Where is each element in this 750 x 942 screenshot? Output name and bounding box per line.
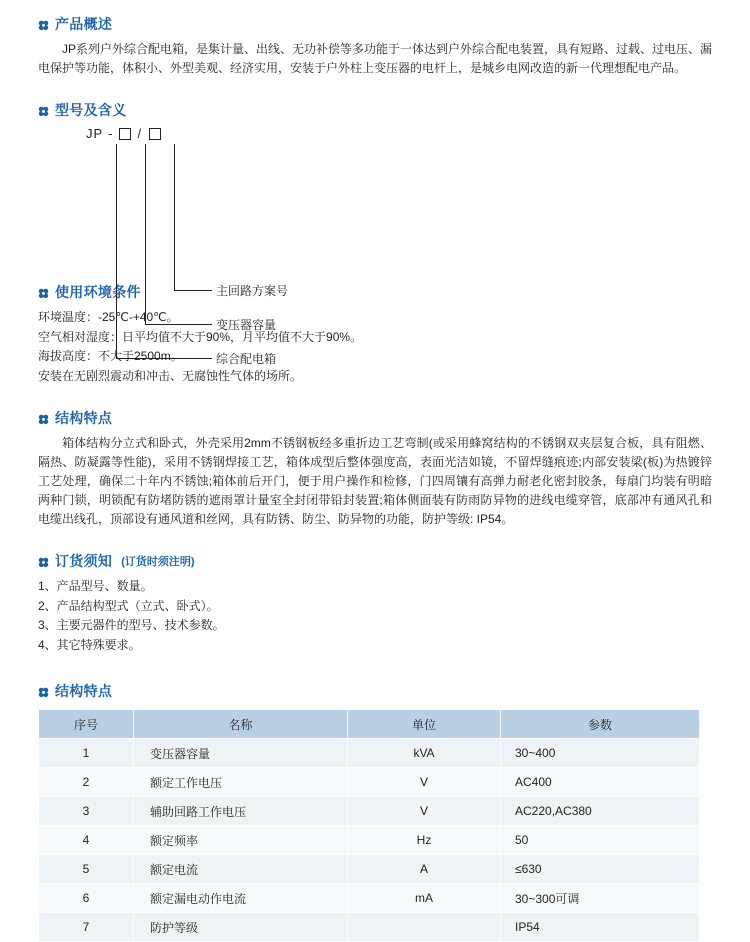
model-prefix: JP [86, 126, 104, 141]
cell-name: 额定频率 [134, 826, 348, 855]
section-title: 结构特点 [55, 410, 113, 426]
section-overview [38, 14, 712, 78]
cell-param: IP54 [501, 913, 700, 942]
model-code [86, 126, 161, 141]
table-row [39, 913, 700, 942]
environment-line-1: 环境温度：-25℃-+40℃。 [38, 310, 179, 324]
model-placeholder-box-1 [119, 128, 131, 140]
cell-param: 30~400 [501, 739, 700, 768]
cell-param: AC220,AC380 [501, 797, 700, 826]
cell-unit: kVA [348, 739, 501, 768]
cell-unit: A [348, 855, 501, 884]
environment-line-4: 安装在无剧烈震动和冲击、无腐蚀性气体的场所。 [38, 368, 303, 383]
section-header [38, 282, 712, 302]
section-header [38, 100, 712, 120]
col-header-index: 序号 [39, 710, 134, 739]
order-line-1: 1、产品型号、数量。 [38, 579, 153, 593]
model-placeholder-box-2 [149, 128, 161, 140]
table-row [39, 855, 700, 884]
flower-bullet-icon [38, 20, 49, 31]
spec-table [38, 709, 700, 942]
section-header [38, 681, 712, 701]
leader-line-3 [116, 144, 117, 358]
cell-name: 额定漏电动作电流 [134, 884, 348, 913]
flower-bullet-icon [38, 106, 49, 117]
model-dash: - [108, 126, 114, 141]
cell-param: ≤630 [501, 855, 700, 884]
cell-param: AC400 [501, 768, 700, 797]
table-header-row [39, 710, 700, 739]
model-label-2: 变压器容量 [216, 318, 277, 332]
table-row [39, 739, 700, 768]
flower-bullet-icon [38, 687, 49, 698]
overview-paragraph: JP系列户外综合配电箱，是集计量、出线、无功补偿等多功能于一体达到户外综合配电装置，具有短路、过载、过电压、漏电保护等功能，体积小、外型美观、经济实用，安装于户外柱上变压器的电杆上，是城乡电网改造的新一代理想配电产品。 [38, 42, 713, 75]
cell-index: 3 [39, 797, 134, 826]
table-row [39, 797, 700, 826]
cell-name: 辅助回路工作电压 [134, 797, 348, 826]
section-spec [38, 681, 712, 942]
section-title: 订货须知 [55, 553, 113, 569]
model-slash: / [137, 126, 143, 141]
environment-line-3: 海拔高度：不大于2500m。 [38, 349, 183, 363]
order-line-3: 3、主要元器件的型号、技术参数。 [38, 618, 225, 632]
flower-bullet-icon [38, 557, 49, 568]
section-structure [38, 408, 712, 529]
cell-index: 2 [39, 768, 134, 797]
structure-paragraph: 箱体结构分立式和卧式，外壳采用2mm不锈钢板经多重折边工艺弯制(或采用蜂窝结构的不锈钢双夹层复合板，具有阻燃、隔热、防凝露等性能)，采用不锈钢焊接工艺，箱体成型后整体强度高，表面光洁如镜，不留焊缝痕迹;内部安装梁(板)为热镀锌工艺处理，确保二十年内不锈蚀;箱体前后开门，便于用户操作和检修，门四周镶有高弹力耐老化密封胶条，每扇门均装有明暗两种门锁，明锁配有防堵防锈的遮雨罩计量室全封闭带铅封装置;箱体侧面装有防雨防异物的进线电缆穿管，底部冲有通风孔和电缆出线孔，顶部设有通风道和丝网，具有防锈、防尘、防异物的功能，防护等级: IP54。 [38, 436, 712, 526]
cell-name: 防护等级 [134, 913, 348, 942]
cell-index: 1 [39, 739, 134, 768]
col-header-unit: 单位 [348, 710, 501, 739]
cell-index: 6 [39, 884, 134, 913]
section-header [38, 408, 712, 428]
cell-unit: Hz [348, 826, 501, 855]
section-title: 使用环境条件 [55, 284, 141, 300]
table-row [39, 768, 700, 797]
cell-index: 4 [39, 826, 134, 855]
leader-line-1-h [174, 290, 212, 291]
table-row [39, 826, 700, 855]
section-subtitle: (订货时须注明) [121, 556, 195, 568]
section-title: 结构特点 [55, 683, 113, 699]
leader-line-2 [145, 144, 146, 324]
section-header [38, 551, 712, 571]
model-label-3: 综合配电箱 [216, 352, 277, 366]
col-header-name: 名称 [134, 710, 348, 739]
cell-unit: V [348, 797, 501, 826]
flower-bullet-icon [38, 414, 49, 425]
section-order [38, 551, 712, 655]
cell-index: 7 [39, 913, 134, 942]
order-line-4: 4、其它特殊要求。 [38, 637, 141, 652]
cell-name: 变压器容量 [134, 739, 348, 768]
cell-unit: V [348, 768, 501, 797]
cell-unit: mA [348, 884, 501, 913]
section-title: 型号及含义 [55, 102, 127, 118]
cell-unit [348, 913, 501, 942]
section-environment [38, 282, 712, 386]
leader-line-3-h [116, 358, 212, 359]
environment-line-2: 空气相对湿度：日平均值不大于90%，月平均值不大于90%。 [38, 329, 363, 344]
cell-param: 50 [501, 826, 700, 855]
cell-index: 5 [39, 855, 134, 884]
model-label-1: 主回路方案号 [216, 284, 289, 298]
order-line-2: 2、产品结构型式（立式、卧式）。 [38, 598, 219, 613]
leader-line-2-h [145, 324, 212, 325]
col-header-param: 参数 [501, 710, 700, 739]
cell-name: 额定电流 [134, 855, 348, 884]
flower-bullet-icon [38, 288, 49, 299]
section-header [38, 14, 712, 34]
cell-name: 额定工作电压 [134, 768, 348, 797]
cell-param: 30~300可调 [501, 884, 700, 913]
section-title: 产品概述 [55, 16, 113, 32]
table-row [39, 884, 700, 913]
leader-line-1 [174, 144, 175, 290]
